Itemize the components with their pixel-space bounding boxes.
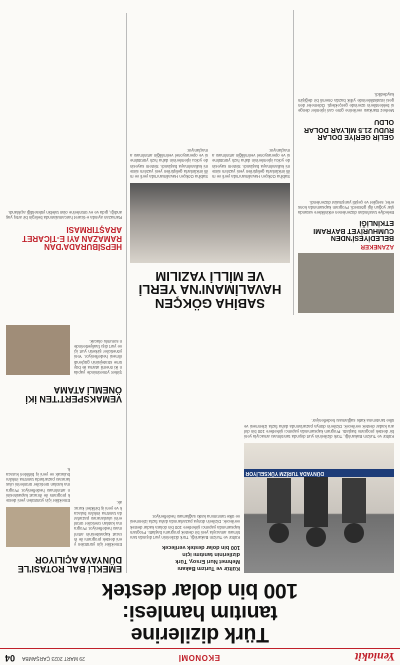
bullet-1: Kültür ve Turizm Bakanı	[177, 565, 240, 571]
page-number: 04	[5, 653, 16, 663]
sabiha-headline	[130, 269, 290, 310]
main-headline-line-3: 100 bin dolar destek	[102, 579, 298, 602]
vemaks-body: Şirket yönetiminde yapılan iki önemli atama ile büyüme stratejisinin güçlendirilmesi hedefleniyor. Yeni yöneticiler şirketin yurt içi ve yurt dışı faaliyetlerinden sorumlu olacak.	[74, 338, 122, 375]
dolar-body: Merkez Bankası verilerine göre cari işlemler dengesi beklentilerin üzerinde gerçekleşti. Ödemeler dengesi istatistiklerinde yıllık bazda önemli bir değişim kaydedildi.	[298, 92, 394, 113]
bullet-2: Mehmet Nuri Ersoy, Türk	[175, 558, 240, 564]
main-story-body: Kültür ve Turizm Bakanlığı, Türk dizilerinin yurt dışında tanıtılması amacıyla yeni bir destek programı başlattı. Program kapsamında yapımcı şirketlere 100 bin dolara kadar destek verilecek. Dizilerin dünya pazarlarında daha fazla izlenmesi ve ülke tanıtımına katkı sağlaması hedefleniyor.	[130, 514, 240, 540]
hepsiburada-headline: HEPSİBURADA'DAN RAMAZAN AYI E-TİCARET ARAŞTIRMASI	[22, 225, 122, 251]
belediye-photo	[298, 253, 394, 313]
sabiha-photo	[130, 183, 290, 263]
sabiha-headline-line-1: SABİHA GÖKÇEN	[154, 296, 266, 311]
issue-date: 29 MART 2023 ÇARŞAMBA	[22, 655, 85, 661]
main-headline-line-1: Türk dizilerine	[131, 623, 269, 646]
bullet-3: dizilerinin tanıtımı için	[182, 551, 240, 557]
column-rule-2	[293, 10, 294, 315]
main-photo-caption: DÜNYADA TURİZM YÜKSELİYOR	[245, 470, 324, 476]
emekli-body: Emekliler için yürütülen yeni destek programı ile ihracat kapasitesinin artırılması hedefleniyor. Programa katılan üreticiler ürünlerini uluslararası pazarlarda tanıtma imkânı bulacak ve yeni iş birlikleri kuracak.	[74, 500, 122, 547]
dolar-headline: GELİR GERİYE DOLAR RUDU 21.5 MİLYAR DOLAR OLDU	[303, 118, 394, 140]
vemaks-headline: VEMAKSPERT'TEN İKİ ÖNEMLİ ATAMA	[25, 384, 122, 404]
section-title: EKONOMİ	[178, 653, 220, 662]
main-headline-line-2: tanıtım hamlesi:	[122, 601, 278, 624]
sabiha-body-col2: Sabiha Gökçen Havalimanı'nda yerli ve milli imkânlarla geliştirilen yeni yazılım sistemi kullanılmaya başlandı. Sistem sayesinde yolcu işlemlerinin daha hızlı yürütülmesi ve operasyonel verimliliğin artırılması amaçlanıyor.	[130, 147, 208, 179]
emekli-photo	[6, 507, 70, 547]
emekli-body-col2: Emekliler için yürütülen yeni destek programı ile ihracat kapasitesinin artırılması hedefleniyor. Programa katılan üreticiler ürünlerini uluslararası pazarlarda tanıtma imkânı bulacak ve yeni iş birlikleri kuracak.	[6, 466, 70, 503]
emekli-headline: EMEKLİ BAL ROTASI'LE DÜNYAYA AÇILIYOR	[17, 554, 122, 574]
people-silhouette-icon	[244, 443, 394, 573]
belediye-kicker: AZANEKER	[360, 243, 394, 249]
belediye-body: Belediye tarafından düzenlenen etkinliklere vatandaşlar yoğun ilgi gösterdi. Program kapsamında konserler, sergiler ve çeşitli yarışmalar düzenlendi.	[298, 199, 394, 215]
hepsiburada-body: Ramazan ayında e-ticaret harcamalarında belirgin bir artış yaşandığı, gıda ve ev ürünlerine olan talebin yükseldiği açıklandı.	[6, 209, 122, 220]
sabiha-headline-line-2: HAVALİMANI'NA YERLİ	[138, 282, 282, 298]
vemaks-photo	[6, 325, 70, 375]
belediye-headline: BELEDİYESİ'NDEN CUMHURİYET BAYRAMI ETKİNLİĞİ	[313, 219, 394, 241]
main-story-photo	[244, 443, 394, 573]
main-headline	[4, 579, 396, 645]
masthead	[0, 648, 400, 665]
sabiha-headline-line-3: VE MİLLİ YAZILIM	[155, 268, 265, 284]
sabiha-body: Sabiha Gökçen Havalimanı'nda yerli ve milli imkânlarla geliştirilen yeni yazılım sistemi kullanılmaya başlandı. Sistem sayesinde yolcu işlemlerinin daha hızlı yürütülmesi ve operasyonel verimliliğin artırılması amaçlanıyor.	[212, 147, 290, 179]
main-story-body-col2: Kültür ve Turizm Bakanlığı, Türk dizilerinin yurt dışında tanıtılması amacıyla yeni bir destek programı başlattı. Program kapsamında yapımcı şirketlere 100 bin dolara kadar destek verilecek. Dizilerin dünya pazarlarında daha fazla izlenmesi ve ülke tanıtımına katkı sağlaması hedefleniyor.	[244, 418, 394, 439]
column-rule	[126, 13, 127, 573]
bullet-4: 100 bin dolar destek verilecek	[162, 544, 240, 550]
newspaper-logo: Yeniakit	[354, 650, 395, 664]
